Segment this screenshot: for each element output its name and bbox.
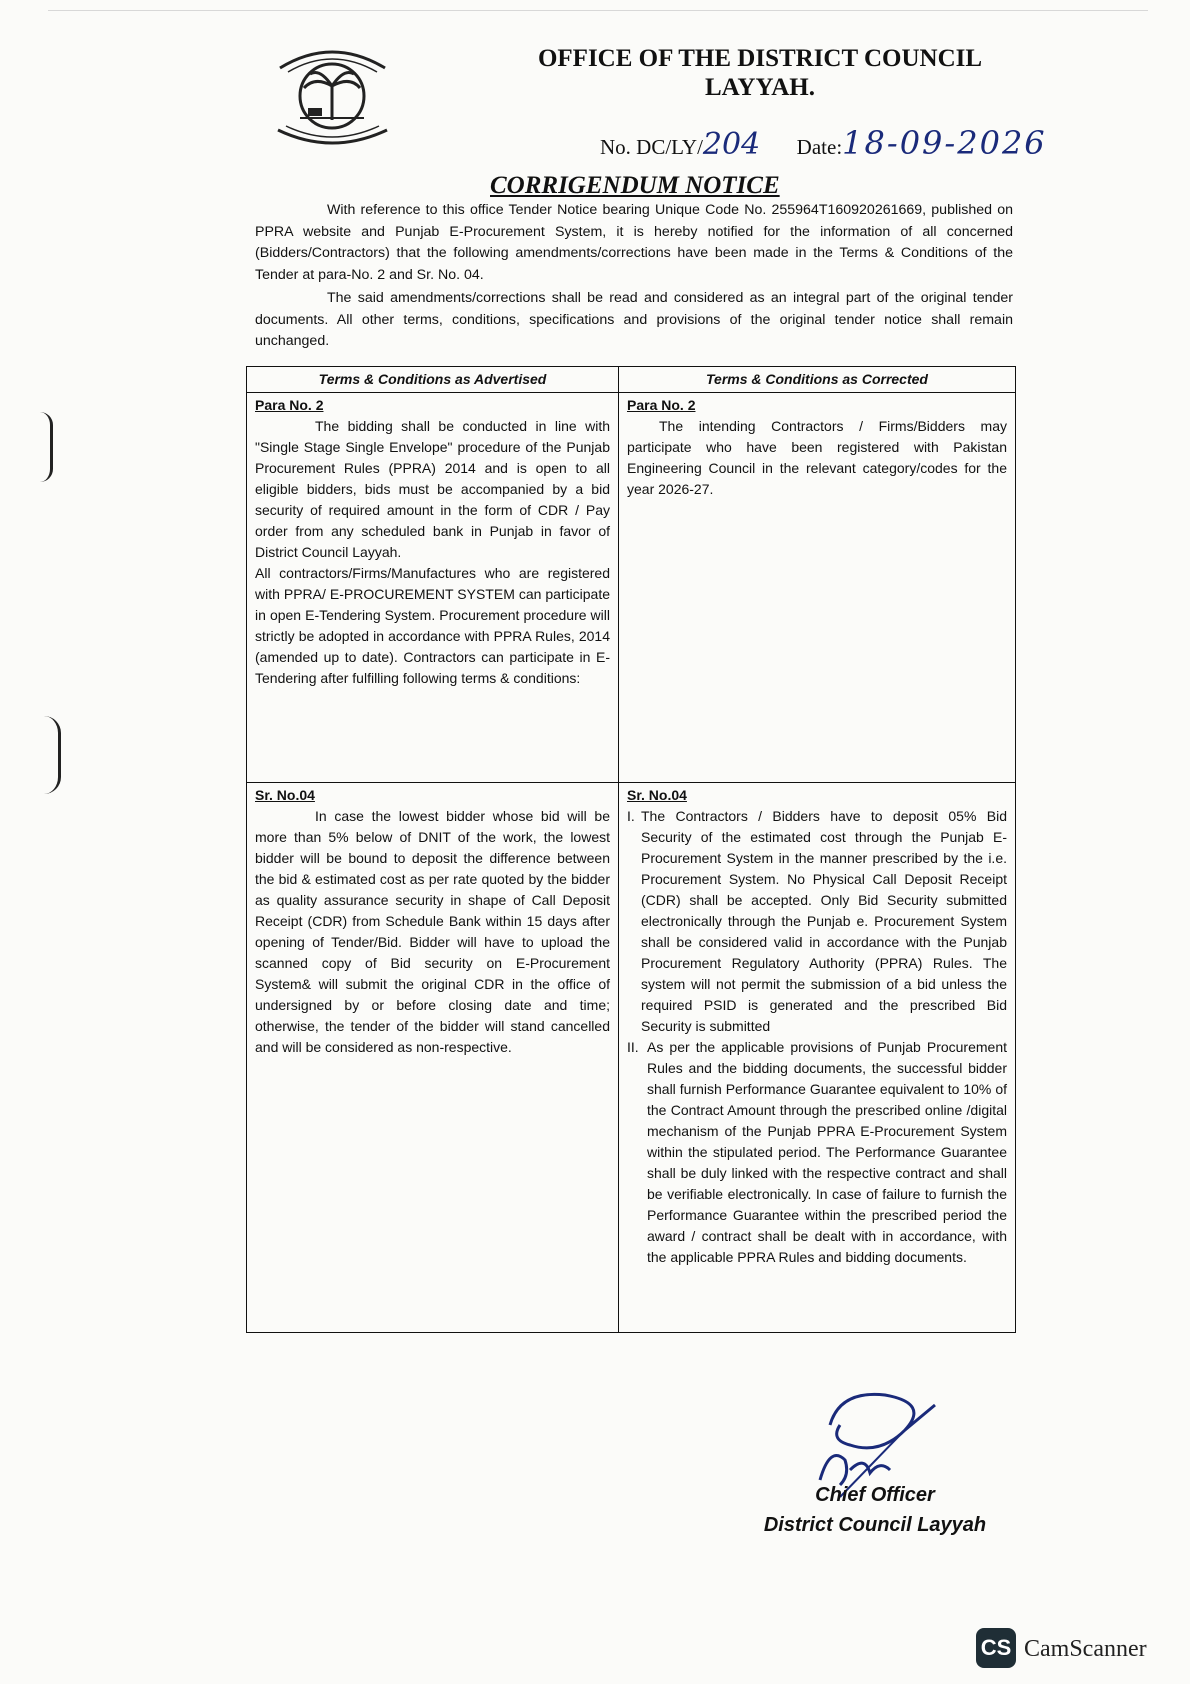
- sr04-advertised-cell: [247, 783, 619, 1333]
- list-item-number: I.: [627, 808, 635, 824]
- list-item-text: The Contractors / Bidders have to deposit 05% Bid Security of the estimated cost through the Punjab E-Procurement System in the manner prescribed by the i.e. Procurement System. No Physical Call Deposit Receipt (CDR) shall be accepted. Only Bid Security submitted electronically through the Punjab e. Procurement System shall be considered valid in accordance with the Punjab Procurement Regulatory Authority (PPRA) Rules. The system will not permit the submission of a bid unless the required PSID is generated and the prescribed Bid Security is submitted: [641, 808, 1007, 1034]
- list-item: [627, 1037, 1007, 1268]
- list-item: [627, 806, 1007, 1037]
- date-label: Date:: [796, 135, 843, 159]
- margin-mark: [44, 716, 61, 794]
- camscanner-logo: CS: [976, 1628, 1016, 1668]
- column-header-corrected: Terms & Conditions as Corrected: [619, 367, 1016, 393]
- table-header-row: [247, 367, 1016, 393]
- column-header-advertised: Terms & Conditions as Advertised: [247, 367, 619, 393]
- para2-advertised-text-2: All contractors/Firms/Manufactures who are registered with PPRA/ E-PROCUREMENT SYSTEM can participate in open E-Tendering System. Procurement procedure will strictly be adopted in accordance with PPRA Rules, 2014 (amended up to date). Contractors can participate in E-Tendering after fulfilling following terms & conditions:: [255, 565, 610, 686]
- office-line-2: LAYYAH.: [705, 74, 815, 101]
- terms-table: [246, 366, 1016, 1333]
- intro-text: [255, 200, 1013, 355]
- signatory-block: [745, 1480, 1005, 1540]
- sr04-corrected-cell: [619, 783, 1016, 1333]
- para2-corrected-text: The intending Contractors / Firms/Bidders may participate who have been registered with Pakistan Engineering Council in the relevant category/codes for the year 2026-27.: [627, 418, 1007, 497]
- reference-number-value: 204: [702, 127, 761, 162]
- signatory-organization: District Council Layyah: [763, 1514, 987, 1536]
- table-row: [247, 393, 1016, 783]
- date-value: 18-09-2026: [842, 124, 1047, 162]
- para2-advertised-wrap: [255, 416, 610, 563]
- reference-line: [600, 124, 1047, 162]
- sr04-advertised-label: Sr. No.04: [255, 787, 315, 803]
- notice-heading: CORRIGENDUM NOTICE: [490, 172, 780, 199]
- para2-corrected-label: Para No. 2: [627, 397, 696, 413]
- district-council-seal-icon: [270, 38, 395, 148]
- sr04-corrected-label: Sr. No.04: [627, 787, 687, 803]
- para2-advertised-text-1: The bidding shall be conducted in line with "Single Stage Single Envelope" procedure of the Punjab Procurement Rules (PPRA) 2014 and is open to all eligible bidders, bids must be accompanied by a bid security of required amount in the form of CDR / Pay order from any scheduled bank in Punjab in favor of District Council Layyah.: [255, 418, 610, 560]
- reference-number-label: No. DC/LY/: [600, 135, 703, 159]
- list-item-text: As per the applicable provisions of Punjab Procurement Rules and the bidding documents, the successful bidder shall furnish Performance Guarantee equivalent to 10% of the Contract Amount through the prescribed online /digital mechanism of the Punjab PPRA E-Procurement System within the stipulated period. The Performance Guarantee shall be duly linked with the respective contract and shall be verifiable electronically. In case of failure to furnish the Performance Guarantee within the prescribed period the award / contract shall be dealt with in accordance, with the applicable PPRA Rules and bidding documents.: [647, 1039, 1007, 1265]
- list-item-number: II.: [627, 1039, 639, 1055]
- scan-edge: [48, 0, 1148, 11]
- office-line-1: OFFICE OF THE DISTRICT COUNCIL: [537, 45, 983, 72]
- office-title: [480, 44, 1040, 102]
- para2-corrected-cell: [619, 393, 1016, 783]
- signatory-title: Chief Officer: [815, 1484, 935, 1506]
- camscanner-watermark: CamScanner: [1024, 1636, 1147, 1662]
- intro-paragraph-1: With reference to this office Tender Notice bearing Unique Code No. 255964T160920261669, published on PPRA website and Punjab E-Procurement System, it is hereby notified for the information of all concerned (Bidders/Contractors) that the following amendments/corrections have been made in the Terms & Conditions of the Tender at para-No. 2 and Sr. No. 04.: [255, 202, 1013, 283]
- para2-advertised-cell: [247, 393, 619, 783]
- margin-mark: [40, 412, 53, 482]
- para2-corrected-wrap: [627, 416, 1007, 500]
- sr04-advertised-wrap: [255, 806, 610, 1058]
- intro-paragraph-2: The said amendments/corrections shall be read and considered as an integral part of the original tender documents. All other terms, conditions, specifications and provisions of the original tender notice shall remain unchanged.: [255, 290, 1013, 349]
- para2-advertised-label: Para No. 2: [255, 397, 324, 413]
- sr04-advertised-text: In case the lowest bidder whose bid will be more than 5% below of DNIT of the work, the lowest bidder will be bound to deposit the difference between the bid & estimated cost as per rate quoted by the bidder as quality assurance security in shape of Call Deposit Receipt (CDR) from Schedule Bank within 15 days after opening of Tender/Bid. Bidder will have to upload the scanned copy of Bid security on E-Procurement System& will submit the original CDR in the office of undersigned by or before closing date and time; otherwise, the tender of the bidder will stand cancelled and will be considered as non-respective.: [255, 808, 610, 1055]
- table-row: [247, 783, 1016, 1333]
